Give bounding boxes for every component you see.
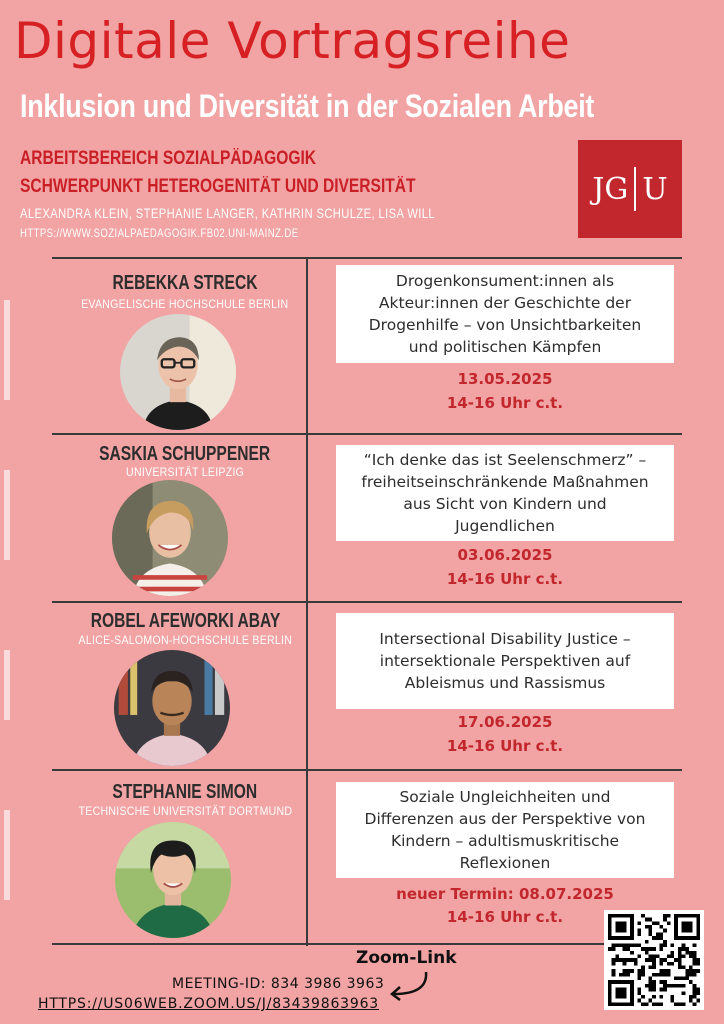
divider-line [52,433,682,435]
talk-topic: “Ich denke das ist Seelenschmerz” – freiheitseinschränkende Maßnahmen aus Sicht von Kindern und Jugendlichen [336,445,674,541]
divider-line [52,601,682,603]
logo-divider [634,167,636,211]
photo-credit-mark [4,810,10,900]
page-title: Digitale Vortragsreihe [14,12,571,70]
arrow-icon [384,968,434,1004]
logo-text-left: JG [592,171,629,207]
column-divider [306,258,308,946]
talk-date: 03.06.2025 [457,546,553,564]
speaker-institution: EVANGELISCHE HOCHSCHULE BERLIN [81,297,289,311]
photo-credit-mark [4,470,10,560]
divider-line [52,769,682,771]
talk-time: 14-16 Uhr c.t. [446,394,564,412]
talk-topic: Soziale Ungleichheiten und Differenzen aus der Perspektive von Kindern – adultismuskritische Reflexionen [336,782,674,878]
talk-time: 14-16 Uhr c.t. [446,570,564,588]
speaker-photo [115,822,231,938]
talk-topic: Intersectional Disability Justice – intersektionale Perspektiven auf Ableismus und Rassismus [336,613,674,709]
organization-line-2: SCHWERPUNKT HETEROGENITÄT UND DIVERSITÄT [20,176,416,197]
jgu-logo [578,140,682,238]
speaker-photo [112,480,228,596]
zoom-link[interactable]: HTTPS://US06WEB.ZOOM.US/J/83439863963 [38,996,379,1012]
organization-line-1: ARBEITSBEREICH SOZIALPÄDAGOGIK [20,148,317,169]
qr-code-icon[interactable] [604,910,704,1010]
speaker-institution: ALICE-SALOMON-HOCHSCHULE BERLIN [78,633,292,647]
talk-time: 14-16 Uhr c.t. [446,737,564,755]
speaker-name: STEPHANIE SIMON [112,781,258,803]
website-link[interactable]: HTTPS://WWW.SOZIALPAEDAGOGIK.FB02.UNI-MAINZ.DE [20,226,299,240]
speaker-institution: UNIVERSITÄT LEIPZIG [125,465,245,479]
speaker-name: ROBEL AFEWORKI ABAY [90,610,280,632]
divider-line [52,257,682,259]
logo-text-right: U [642,171,668,207]
page-subtitle: Inklusion und Diversität in der Sozialen Arbeit [20,88,595,124]
talk-time: 14-16 Uhr c.t. [446,908,564,926]
talk-topic: Drogenkonsument:innen als Akteur:innen der Geschichte der Drogenhilfe – von Unsichtbarkeiten und politischen Kämpfen [336,265,674,363]
speaker-institution: TECHNISCHE UNIVERSITÄT DORTMUND [78,804,292,818]
talk-date: 13.05.2025 [457,370,553,388]
photo-credit-mark [4,650,10,720]
divider-line [52,943,682,945]
talk-date: 17.06.2025 [457,713,553,731]
speaker-photo [120,314,236,430]
meeting-id: MEETING-ID: 834 3986 3963 [172,976,385,992]
speaker-photo [114,650,230,766]
speaker-name: REBEKKA STRECK [112,272,258,294]
photo-credit-mark [4,300,10,400]
authors-line: ALEXANDRA KLEIN, STEPHANIE LANGER, KATHRIN SCHULZE, LISA WILL [20,205,436,221]
talk-date: neuer Termin: 08.07.2025 [396,885,614,903]
speaker-name: SASKIA SCHUPPENER [99,443,271,465]
zoom-link-title: Zoom-Link [356,948,457,968]
